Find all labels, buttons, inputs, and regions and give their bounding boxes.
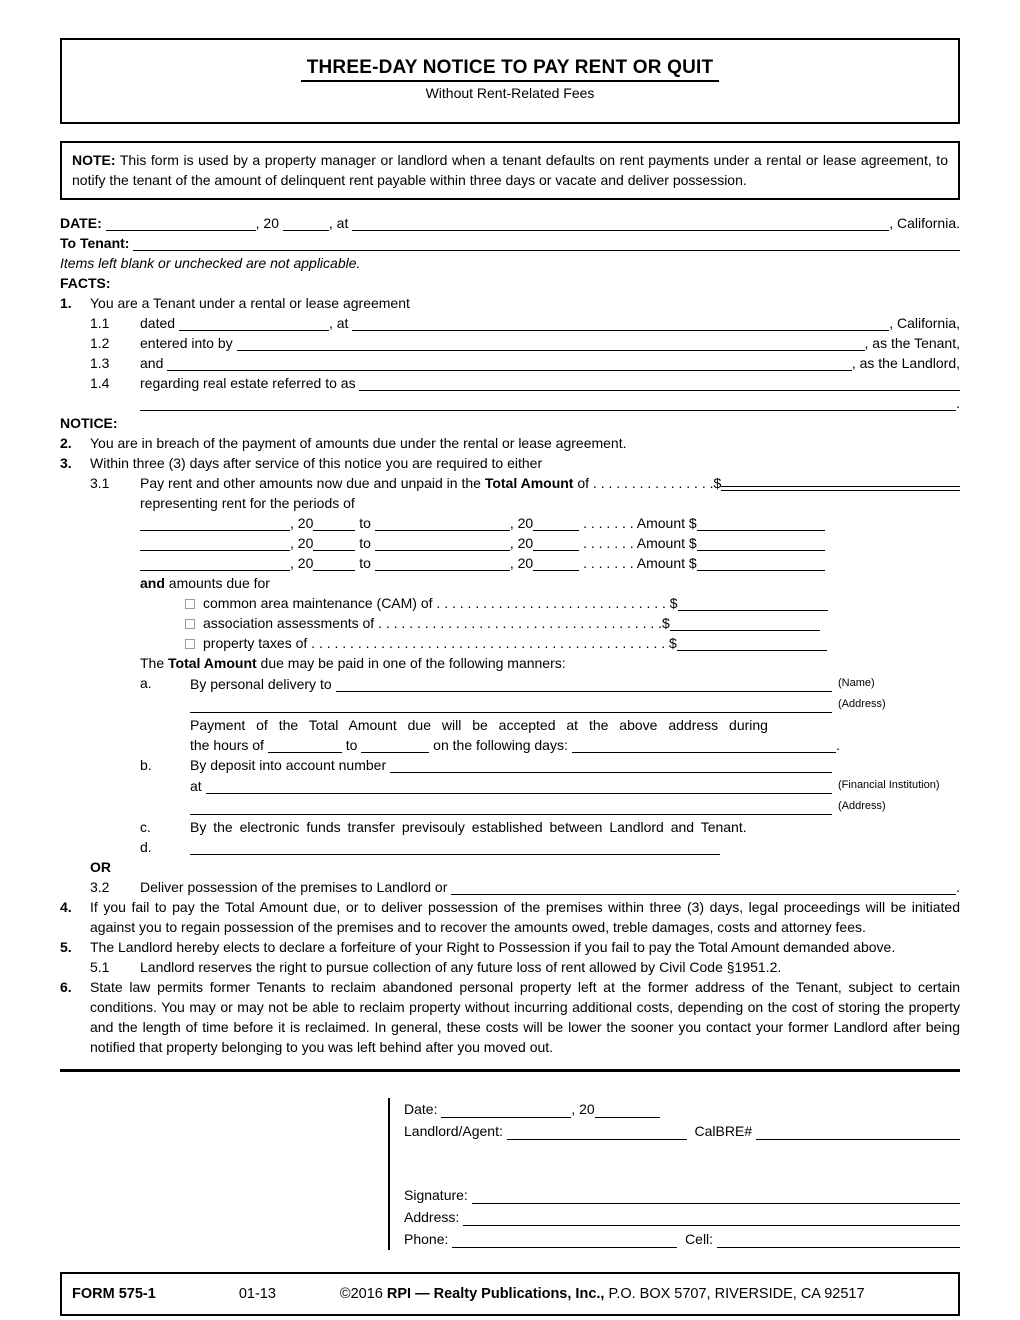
tenant-party-blank[interactable] xyxy=(237,334,865,351)
tenant-label: To Tenant: xyxy=(60,235,134,251)
and-amounts-row xyxy=(140,573,960,593)
period-start-month-blank[interactable] xyxy=(140,514,290,531)
item-text: You are a Tenant under a rental or lease agreement xyxy=(90,295,410,311)
association-row xyxy=(185,613,960,633)
property-description-blank-2[interactable] xyxy=(140,394,956,411)
date-20-label: , 20 xyxy=(255,215,283,231)
period-start-month-blank[interactable] xyxy=(140,554,290,571)
checkbox-property-tax[interactable] xyxy=(185,639,195,649)
item-text: State law permits former Tenants to reclaim abandoned personal property left at the former address of the Tenant, subject to certain conditions. You may or may not be able to reclaim property without incurring additional costs, depending on the cost of storing the property and the length of time before it is reclaimed. In general, these costs will be lower the sooner you contact your former Landlord after being notified that property belonging to you was left behind after you moved out. xyxy=(90,979,960,1055)
days-label: on the following days: xyxy=(429,737,572,753)
form-footer xyxy=(60,1272,960,1316)
notice-item-5-1 xyxy=(90,957,960,977)
days-blank[interactable] xyxy=(572,736,836,753)
item-text: If you fail to pay the Total Amount due, or to deliver possession of the premises within three (3) days, legal proceedings will be initiated against you to regain possession of the premises and to recover the amounts owed, treble damages, costs and attorney fees. xyxy=(90,899,960,935)
cam-row xyxy=(185,593,960,613)
deliver-possession-blank[interactable] xyxy=(451,878,956,895)
form-body xyxy=(60,213,960,1250)
account-number-blank[interactable] xyxy=(390,756,832,773)
note-box xyxy=(60,141,960,200)
date-city-blank[interactable] xyxy=(352,214,889,231)
notice-item-4 xyxy=(60,897,960,937)
letter-a: a. xyxy=(140,675,152,691)
name-note: (Name) xyxy=(838,677,875,689)
personal-delivery-label: By personal delivery to xyxy=(190,676,336,692)
form-revision: 01-13 xyxy=(238,1286,276,1302)
sig-address-blank[interactable] xyxy=(463,1209,960,1226)
manners-row xyxy=(140,653,960,673)
landlord-agent-label: Landlord/Agent: xyxy=(404,1123,507,1139)
date-california-label: , California. xyxy=(889,215,960,231)
institution-address-blank[interactable] xyxy=(190,798,832,815)
period-end-month-blank[interactable] xyxy=(375,514,510,531)
period-20-label: , 20 xyxy=(509,515,534,531)
sig-address-label: Address: xyxy=(404,1209,464,1225)
fact-item-1 xyxy=(60,293,960,313)
cell-label: Cell: xyxy=(677,1231,717,1247)
manners-post: due may be paid in one of the following manners: xyxy=(256,655,566,671)
form-title: THREE-DAY NOTICE TO PAY RENT OR QUIT xyxy=(301,57,720,82)
letter-c: c. xyxy=(140,819,151,835)
notice-heading: NOTICE: xyxy=(60,415,118,431)
amount-label: . . . . . . . Amount $ xyxy=(579,515,697,531)
tenant-row xyxy=(60,233,960,253)
notice-item-6 xyxy=(60,977,960,1057)
subitem-number: 1.2 xyxy=(90,335,110,351)
sig-date-row xyxy=(404,1098,960,1120)
date-year-blank[interactable] xyxy=(283,214,329,231)
fact-item-1-4 xyxy=(90,373,960,393)
item-number: 1. xyxy=(60,295,72,311)
period-label: . xyxy=(956,879,960,895)
property-tax-amount-blank[interactable] xyxy=(677,634,827,651)
period-end-year-blank[interactable] xyxy=(533,534,579,551)
phone-blank[interactable] xyxy=(452,1231,677,1248)
subitem-number: 1.4 xyxy=(90,375,110,391)
property-description-blank[interactable] xyxy=(359,374,960,391)
letter-b: b. xyxy=(140,757,152,773)
tenant-name-blank[interactable] xyxy=(133,234,960,251)
period-to-label: to xyxy=(355,515,375,531)
period-amount-blank[interactable] xyxy=(697,514,825,531)
at-label: , at xyxy=(328,315,353,331)
sig-landlord-row xyxy=(404,1120,960,1142)
period-end-year-blank[interactable] xyxy=(533,514,579,531)
period-label: . xyxy=(836,737,840,753)
address-note: (Address) xyxy=(838,800,886,812)
cam-amount-blank[interactable] xyxy=(678,594,828,611)
manner-a xyxy=(140,673,960,755)
sig-20-label: , 20 xyxy=(571,1101,595,1117)
notice-item-3-1 xyxy=(90,473,960,857)
notice-item-3 xyxy=(60,453,960,473)
agreement-date-blank[interactable] xyxy=(179,314,329,331)
electronic-transfer-text: By the electronic funds transfer previsouly established between Landlord and Tenant. xyxy=(190,819,747,835)
period-to-label: to xyxy=(355,535,375,551)
title-box xyxy=(60,38,960,124)
association-label: association assessments of . . . . . . . . . . . . . . . . . . . . . . . . . . . . . . . . . . . . .$ xyxy=(203,615,670,631)
financial-institution-blank[interactable] xyxy=(206,777,832,794)
letter-d: d. xyxy=(140,839,152,855)
pay-rent-text: Pay rent and other amounts now due and unpaid in the xyxy=(140,475,485,491)
period-to-label: to xyxy=(355,555,375,571)
item-text: You are in breach of the payment of amounts due under the rental or lease agreement. xyxy=(90,435,627,451)
agreement-city-blank[interactable] xyxy=(352,314,889,331)
note-text: This form is used by a property manager or landlord when a tenant defaults on rent payments under a rental or lease agreement, to notify the tenant of the amount of delinquent rent payable within three days or vacate and deliver possession. xyxy=(72,152,948,188)
amount-label: . . . . . . . Amount $ xyxy=(579,555,697,571)
total-amount-row xyxy=(140,473,960,493)
california-label: , California, xyxy=(889,315,960,331)
period-end-year-blank[interactable] xyxy=(533,554,579,571)
period-20-label: , 20 xyxy=(509,555,534,571)
delivery-address-blank[interactable] xyxy=(190,696,832,713)
representing-text: representing rent for the periods of xyxy=(140,495,355,511)
amounts-due-text: amounts due for xyxy=(164,575,270,591)
or-label: OR xyxy=(90,859,111,875)
manners-pre: The xyxy=(140,655,169,671)
section-divider xyxy=(60,1069,960,1072)
item-number: 5. xyxy=(60,939,72,955)
notice-item-3-2 xyxy=(90,877,960,897)
amount-label: . . . . . . . Amount $ xyxy=(579,535,697,551)
period-start-year-blank[interactable] xyxy=(313,554,355,571)
period-20-label: , 20 xyxy=(290,535,314,551)
note-label: NOTE: xyxy=(72,152,116,168)
sig-date-label: Date: xyxy=(404,1101,442,1117)
as-landlord-label: , as the Landlord, xyxy=(851,355,960,371)
copyright-publisher: RPI — Realty Publications, Inc., xyxy=(386,1286,605,1302)
fact-item-1-2 xyxy=(90,333,960,353)
sig-signature-row xyxy=(404,1184,960,1206)
notice-item-2 xyxy=(60,433,960,453)
item-number: 4. xyxy=(60,899,72,915)
hours-to-blank[interactable] xyxy=(361,736,429,753)
copyright-text xyxy=(340,1286,865,1302)
rent-period-row xyxy=(140,553,960,573)
checkbox-cam[interactable] xyxy=(185,599,195,609)
facts-heading: FACTS: xyxy=(60,275,111,291)
sig-year-blank[interactable] xyxy=(595,1101,660,1118)
total-amount-blank[interactable] xyxy=(721,486,960,491)
and-bold: and xyxy=(140,575,165,591)
sig-date-blank[interactable] xyxy=(441,1101,571,1118)
period-start-year-blank[interactable] xyxy=(313,534,355,551)
dated-label: dated xyxy=(140,315,179,331)
property-description-continuation xyxy=(140,393,960,413)
dotted-leader: of . . . . . . . . . . . . . . . .$ xyxy=(573,475,722,491)
date-label: DATE: xyxy=(60,215,106,231)
checkbox-association[interactable] xyxy=(185,619,195,629)
period-end-month-blank[interactable] xyxy=(375,534,510,551)
item-text: The Landlord hereby elects to declare a forfeiture of your Right to Possession if you fail to pay the Total Amount demanded above. xyxy=(90,939,896,955)
hours-row xyxy=(190,735,840,755)
period-label: . xyxy=(956,395,960,411)
signature-label: Signature: xyxy=(404,1187,472,1203)
sig-address-row xyxy=(404,1206,960,1228)
manner-b xyxy=(140,755,960,817)
period-start-year-blank[interactable] xyxy=(313,514,355,531)
sig-phone-row xyxy=(404,1228,960,1250)
hours-to-label: to xyxy=(341,737,362,753)
calbre-label: CalBRE# xyxy=(686,1123,756,1139)
entered-into-label: entered into by xyxy=(140,335,237,351)
property-tax-label: property taxes of . . . . . . . . . . . . . . . . . . . . . . . . . . . . . . . . . . . . . . . . . . . . . . $ xyxy=(203,635,677,651)
calbre-blank[interactable] xyxy=(756,1123,960,1140)
item-text: Within three (3) days after service of this notice you are required to either xyxy=(90,455,543,471)
manner-c xyxy=(140,817,960,837)
fact-item-1-1 xyxy=(90,313,960,333)
cam-label: common area maintenance (CAM) of . . . . . . . . . . . . . . . . . . . . . . . . . . . . . . $ xyxy=(203,595,678,611)
hours-label: the hours of xyxy=(190,737,268,753)
association-amount-blank[interactable] xyxy=(670,614,820,631)
at-label: at xyxy=(190,778,206,794)
item-number: 2. xyxy=(60,435,72,451)
form-subtitle: Without Rent-Related Fees xyxy=(425,85,595,101)
item-number: 3. xyxy=(60,455,72,471)
date-at-label: , at xyxy=(328,215,353,231)
financial-institution-note: (Financial Institution) xyxy=(838,779,940,791)
as-tenant-label: , as the Tenant, xyxy=(864,335,960,351)
period-amount-blank[interactable] xyxy=(697,554,825,571)
phone-label: Phone: xyxy=(404,1231,453,1247)
signature-block xyxy=(388,1098,960,1250)
hours-from-blank[interactable] xyxy=(268,736,342,753)
rent-period-row xyxy=(140,533,960,553)
other-manner-blank[interactable] xyxy=(190,838,720,855)
property-tax-row xyxy=(185,633,960,653)
delivery-name-blank[interactable] xyxy=(336,675,832,692)
fact-item-1-3 xyxy=(90,353,960,373)
subitem-number: 1.3 xyxy=(90,355,110,371)
rent-period-row xyxy=(140,513,960,533)
date-row xyxy=(60,213,960,233)
manner-d xyxy=(140,837,960,857)
blank-items-note: Items left blank or unchecked are not applicable. xyxy=(60,255,361,271)
deliver-possession-label: Deliver possession of the premises to Landlord or xyxy=(140,879,452,895)
payment-accepted-text: Payment of the Total Amount due will be accepted at the above address during xyxy=(190,717,768,733)
period-amount-blank[interactable] xyxy=(697,534,825,551)
period-20-label: , 20 xyxy=(509,535,534,551)
subitem-number: 3.1 xyxy=(90,475,110,491)
and-label: and xyxy=(140,355,168,371)
landlord-party-blank[interactable] xyxy=(167,354,852,371)
period-20-label: , 20 xyxy=(290,515,314,531)
landlord-agent-blank[interactable] xyxy=(507,1123,687,1140)
copyright-pre: ©2016 xyxy=(339,1286,387,1302)
real-estate-label: regarding real estate referred to as xyxy=(140,375,360,391)
subitem-number: 5.1 xyxy=(90,959,110,975)
subitem-number: 3.2 xyxy=(90,879,110,895)
address-note: (Address) xyxy=(838,698,886,710)
notice-item-5 xyxy=(60,937,960,957)
date-blank[interactable] xyxy=(106,214,256,231)
cell-blank[interactable] xyxy=(717,1231,960,1248)
copyright-address: P.O. BOX 5707, RIVERSIDE, CA 92517 xyxy=(604,1286,865,1302)
period-20-label: , 20 xyxy=(290,555,314,571)
item-number: 6. xyxy=(60,979,72,995)
subitem-text: Landlord reserves the right to pursue collection of any future loss of rent allowed by Civil Code §1951.2. xyxy=(140,959,782,975)
period-start-month-blank[interactable] xyxy=(140,534,290,551)
account-number-label: By deposit into account number xyxy=(190,757,391,773)
manners-bold: Total Amount xyxy=(168,655,257,671)
form-number: FORM 575-1 xyxy=(72,1286,156,1302)
period-end-month-blank[interactable] xyxy=(375,554,510,571)
subitem-number: 1.1 xyxy=(90,315,110,331)
signature-blank[interactable] xyxy=(472,1187,960,1204)
total-amount-bold: Total Amount xyxy=(484,475,574,491)
